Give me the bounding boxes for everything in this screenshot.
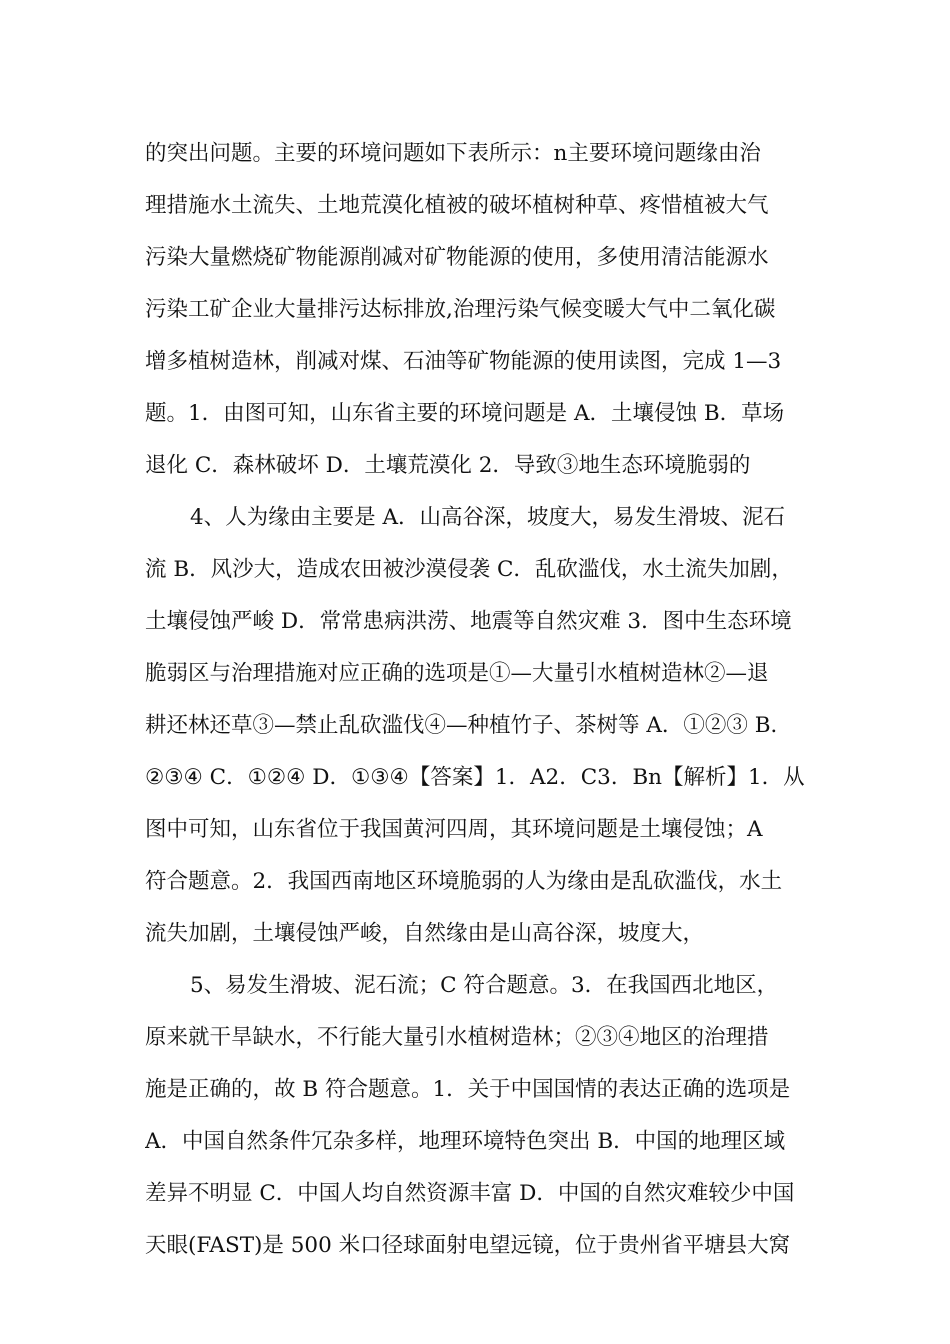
text-line: 天眼(FAST)是 500 米口径球面射电望远镜，位于贵州省平塘县大窝 bbox=[145, 1233, 791, 1258]
text-line-numbered: 4、人为缘由主要是 A．山高谷深，坡度大，易发生滑坡、泥石 bbox=[190, 505, 786, 530]
text-line-numbered: 5、易发生滑坡、泥石流；C 符合题意。3．在我国西北地区， bbox=[190, 973, 779, 998]
text-line: 理措施水土流失、土地荒漠化植被的破坏植树种草、疼惜植被大气 bbox=[145, 193, 769, 218]
text-line: 污染工矿企业大量排污达标排放,治理污染气候变暖大气中二氧化碳 bbox=[145, 297, 776, 322]
text-line: 流失加剧，土壤侵蚀严峻，自然缘由是山高谷深，坡度大， bbox=[145, 921, 705, 946]
text-line: 符合题意。2．我国西南地区环境脆弱的人为缘由是乱砍滥伐，水土 bbox=[145, 869, 783, 894]
text-line: ②③④ C．①②④ D．①③④【答案】1．A2．C3．Bn【解析】1．从 bbox=[145, 765, 805, 790]
text-line: 增多植树造林，削减对煤、石油等矿物能源的使用读图，完成 1—3 bbox=[145, 349, 782, 374]
text-line: 脆弱区与治理措施对应正确的选项是①—大量引水植树造林②—退 bbox=[145, 661, 769, 686]
text-line: 土壤侵蚀严峻 D．常常患病洪涝、地震等自然灾难 3．图中生态环境 bbox=[145, 609, 792, 634]
text-line: 污染大量燃烧矿物能源削减对矿物能源的使用，多使用清洁能源水 bbox=[145, 245, 769, 270]
text-line: 耕还林还草③—禁止乱砍滥伐④—种植竹子、茶树等 A．①②③ B． bbox=[145, 713, 792, 738]
text-line: 施是正确的，故 B 符合题意。1．关于中国国情的表达正确的选项是 bbox=[145, 1077, 791, 1102]
text-line: 退化 C．森林破坏 D．土壤荒漠化 2．导致③地生态环境脆弱的 bbox=[145, 453, 751, 478]
text-line: 流 B．风沙大，造成农田被沙漠侵袭 C．乱砍滥伐，水土流失加剧， bbox=[145, 557, 793, 582]
text-line: 图中可知，山东省位于我国黄河四周，其环境问题是土壤侵蚀；A bbox=[145, 817, 763, 842]
text-line: 原来就干旱缺水，不行能大量引水植树造林；②③④地区的治理措 bbox=[145, 1025, 769, 1050]
text-line: 题。1．由图可知，山东省主要的环境问题是 A．土壤侵蚀 B．草场 bbox=[145, 401, 785, 426]
text-line: 的突出问题。主要的环境问题如下表所示：n主要环境问题缘由治 bbox=[145, 141, 761, 166]
text-line: A．中国自然条件冗杂多样，地理环境特色突出 B．中国的地理区域 bbox=[145, 1129, 786, 1154]
text-line: 差异不明显 C．中国人均自然资源丰富 D．中国的自然灾难较少中国 bbox=[145, 1181, 795, 1206]
